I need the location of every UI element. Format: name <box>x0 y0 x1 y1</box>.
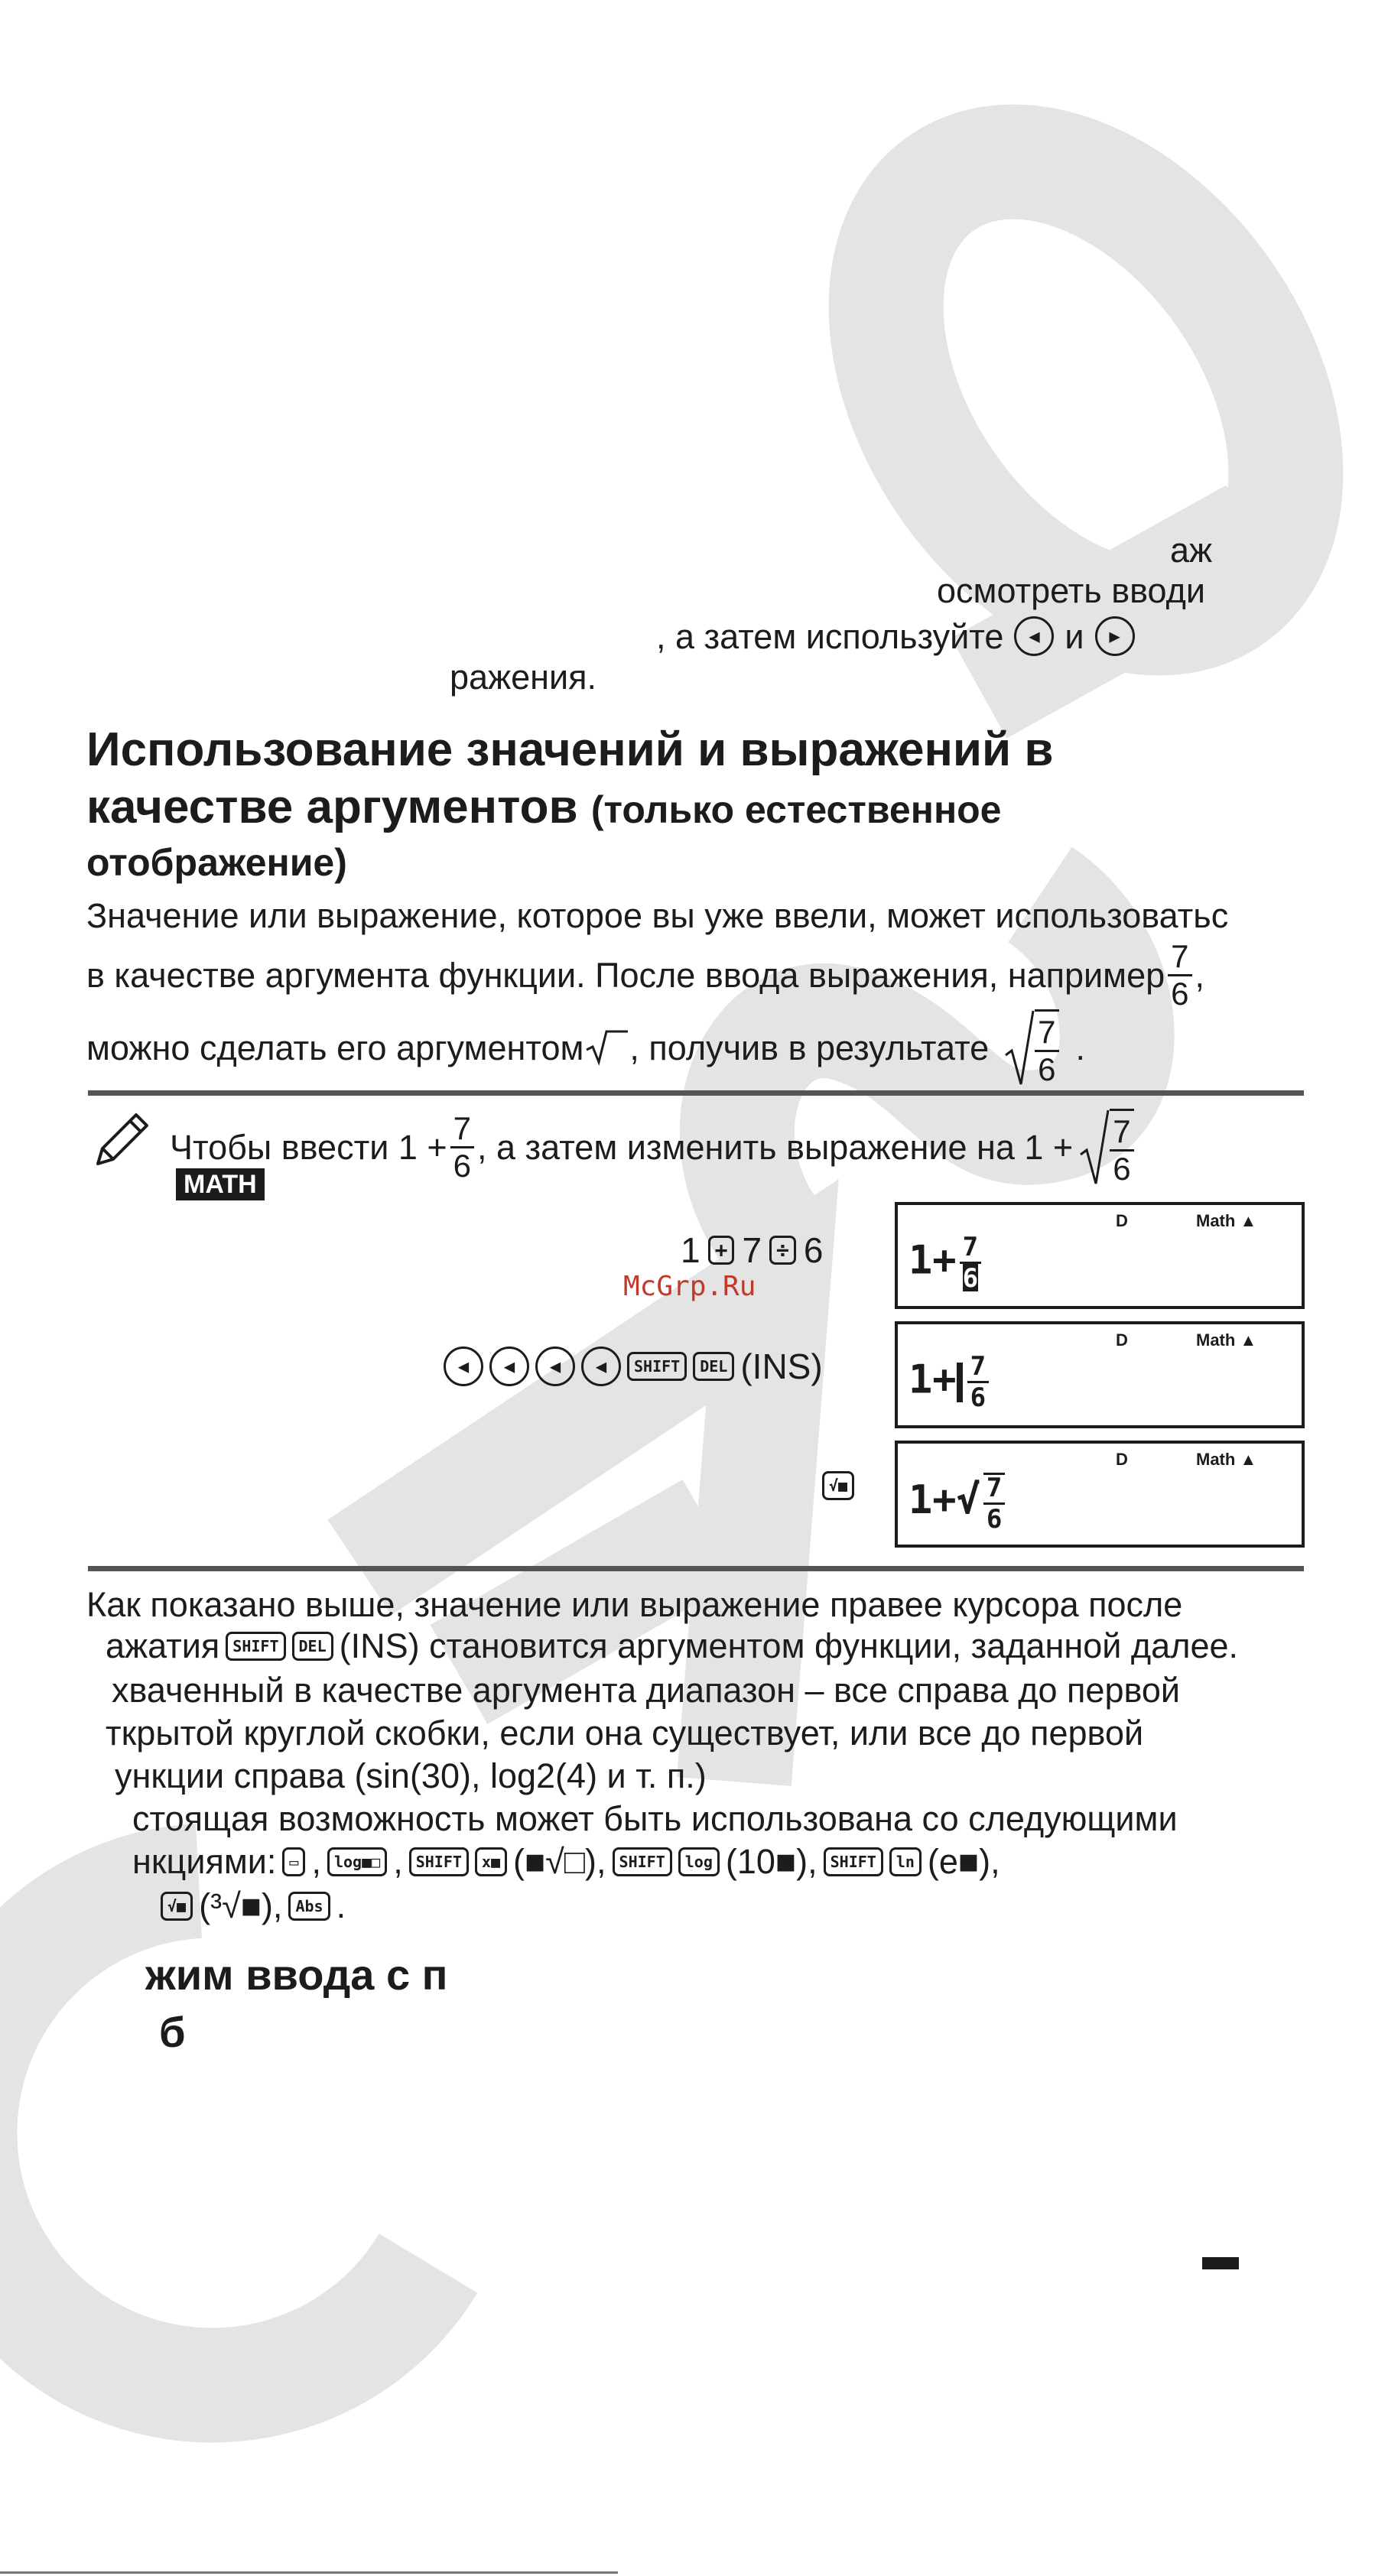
left-arrow-key-icon: ◀ <box>581 1346 621 1386</box>
fragment-line2: осмотреть вводи <box>937 571 1205 610</box>
section-title-line1: Использование значений и выражений в <box>86 723 1054 776</box>
right-arrow-key-icon: ▶ <box>1095 616 1135 656</box>
shift-key-icon: SHIFT <box>627 1352 687 1381</box>
fragment-line3-pre: , а затем используйте <box>656 616 1004 656</box>
lcd3-den: 6 <box>986 1504 1003 1535</box>
after-line4: ткрытой круглой скобки, если она существует, или все до первой <box>106 1714 1144 1753</box>
sqrt-symbol-icon <box>583 1028 629 1067</box>
step2-suffix: (INS) <box>740 1346 823 1386</box>
shift-key-icon: SHIFT <box>824 1847 883 1876</box>
lcd2-text: 1+ <box>909 1356 957 1403</box>
step2-key-sequence <box>444 1346 823 1387</box>
lcd-screen-1 <box>895 1202 1305 1309</box>
del-key-icon: DEL <box>292 1632 333 1661</box>
example-sqrt-icon <box>1079 1109 1110 1185</box>
para-line2 <box>86 940 1204 1010</box>
after-line6: стоящая возможность может быть использована со следующими <box>132 1799 1178 1838</box>
fraction-numerator: 7 <box>1168 940 1191 976</box>
lcd1-num: 7 <box>960 1234 981 1264</box>
after-root-paren: (■√□), <box>513 1842 606 1881</box>
para-line3-mid: , получив в результате <box>629 1028 990 1067</box>
sqrt-key-icon: √■ <box>161 1892 193 1921</box>
shift-key-icon: SHIFT <box>613 1847 672 1876</box>
para-line3-pre: можно сделать его аргументом <box>86 1028 584 1067</box>
fraction-7-6 <box>1168 940 1191 1010</box>
shift-key-icon: SHIFT <box>226 1632 285 1661</box>
lcd-indicator-d: D <box>1116 1330 1128 1350</box>
after-line1: Как показано выше, значение или выражение правее курсора после <box>86 1585 1183 1624</box>
fragment-line3-mid: и <box>1065 616 1084 656</box>
section-title-line3: отображение) <box>86 841 347 884</box>
example-intro-mid: , а затем изменить выражение на 1 + <box>477 1127 1074 1167</box>
section-title-paren: (только естественное <box>590 788 1002 831</box>
lcd1-den: 6 <box>962 1263 979 1294</box>
lcd-expression-3 <box>909 1473 1008 1535</box>
sqrt-fraction-icon <box>1004 1009 1035 1086</box>
after-e-paren: (e■), <box>927 1842 1000 1881</box>
after-line7-text: нкциями: <box>132 1842 277 1881</box>
pencil-icon <box>92 1109 153 1170</box>
example-sqrt-fraction <box>1110 1109 1133 1185</box>
sqrt-fraction <box>1035 1009 1058 1086</box>
left-arrow-key-icon: ◀ <box>535 1346 575 1386</box>
example-intro-pre: Чтобы ввести 1 + <box>170 1127 447 1167</box>
bottom-edge-line <box>0 2571 618 2574</box>
para-line1: Значение или выражение, которое вы уже ввели, может использоватьс <box>86 896 1229 935</box>
after-cuberoot-paren: (³√■), <box>199 1886 283 1925</box>
after-line2 <box>106 1626 1239 1665</box>
example-bottom-rule <box>88 1566 1304 1571</box>
site-watermark: McGrp.Ru <box>623 1271 756 1302</box>
after-10-paren: (10■), <box>725 1842 818 1881</box>
section-title-line2 <box>86 781 1002 833</box>
math-mode-badge: MATH <box>176 1168 265 1200</box>
lcd-screen-3 <box>895 1441 1305 1548</box>
example-frac-den: 6 <box>453 1147 471 1184</box>
para-line3-period: . <box>1075 1028 1086 1067</box>
fraction-key-icon: ▭ <box>282 1847 305 1876</box>
plus-key-icon: + <box>708 1236 735 1265</box>
example-intro <box>170 1109 1137 1185</box>
para-line2-text: в качестве аргумента функции. После ввода выражения, например <box>86 956 1165 995</box>
section-title-bold: качестве аргументов <box>86 781 578 833</box>
step1-digit-6: 6 <box>803 1230 824 1270</box>
example-sqrt-num: 7 <box>1110 1116 1133 1152</box>
abs-key-icon: Abs <box>288 1892 330 1921</box>
after-line7: нкциями: ▭ , log■□ , SHIFT x■ (■√□), SHIFT log (10■), SHIFT ln (e■), <box>132 1842 1000 1881</box>
fraction-denominator: 6 <box>1171 976 1189 1012</box>
after-line2-pre: ажатия <box>106 1626 220 1665</box>
fragment-line1: аж <box>1170 531 1213 570</box>
fragment-line4: ражения. <box>450 658 597 697</box>
lcd3-text: 1+√ <box>909 1477 980 1523</box>
page-marker-dash <box>1202 2257 1239 2269</box>
lcd2-den: 6 <box>970 1382 987 1413</box>
lcd-expression-2 <box>909 1353 992 1411</box>
left-arrow-key-icon: ◀ <box>489 1346 529 1386</box>
lcd2-num: 7 <box>967 1353 989 1383</box>
step3-key-sequence <box>822 1471 854 1500</box>
sqrt-key-icon: √■ <box>822 1471 854 1500</box>
power-key-icon: x■ <box>475 1847 507 1876</box>
lcd3-num: 7 <box>983 1475 1005 1505</box>
footer-heading-line2: б <box>159 2008 186 2056</box>
lcd-indicator-math: Math ▲ <box>1196 1450 1257 1469</box>
ln-key-icon: ln <box>889 1847 922 1876</box>
log-key-icon: log <box>678 1847 720 1876</box>
after-line8: √■ (³√■), Abs . <box>161 1889 346 1923</box>
del-key-icon: DEL <box>693 1352 734 1381</box>
fragment-line3 <box>656 616 1135 656</box>
sqrt-fraction-numerator: 7 <box>1035 1016 1058 1052</box>
shift-key-icon: SHIFT <box>409 1847 469 1876</box>
lcd1-text: 1+ <box>909 1237 957 1284</box>
lcd-expression-1 <box>909 1232 984 1294</box>
lcd-indicator-d: D <box>1116 1211 1128 1230</box>
after-line2-post: (INS) становится аргументом функции, заданной далее. <box>339 1626 1239 1665</box>
left-arrow-key-icon: ◀ <box>444 1346 483 1386</box>
after-line5: ункции справа (sin(30), log2(4) и т. п.) <box>115 1756 707 1795</box>
example-sqrt-den: 6 <box>1113 1151 1131 1187</box>
lcd-indicator-d: D <box>1116 1450 1128 1469</box>
lcd-indicator-math: Math ▲ <box>1196 1330 1257 1350</box>
sqrt-fraction-denominator: 6 <box>1038 1051 1056 1087</box>
para-line3 <box>86 1009 1085 1086</box>
example-frac-num: 7 <box>450 1113 474 1148</box>
left-arrow-key-icon: ◀ <box>1014 616 1054 656</box>
example-fraction <box>450 1109 474 1184</box>
after-line3: хваченный в качестве аргумента диапазон – все справа до первой <box>112 1671 1181 1710</box>
step1-digit-7: 7 <box>742 1230 762 1270</box>
para-line2-comma: , <box>1195 956 1205 995</box>
step1-digit-1: 1 <box>681 1230 701 1270</box>
log-base-key-icon: log■□ <box>327 1847 387 1876</box>
lcd-screen-2 <box>895 1321 1305 1428</box>
example-top-rule <box>88 1090 1304 1096</box>
footer-heading-line1: жим ввода с п <box>145 1951 448 1999</box>
step1-key-sequence <box>681 1230 824 1271</box>
fraction-key-icon: ÷ <box>769 1236 796 1265</box>
lcd-cursor <box>957 1363 963 1402</box>
lcd-indicator-math: Math ▲ <box>1196 1211 1257 1230</box>
